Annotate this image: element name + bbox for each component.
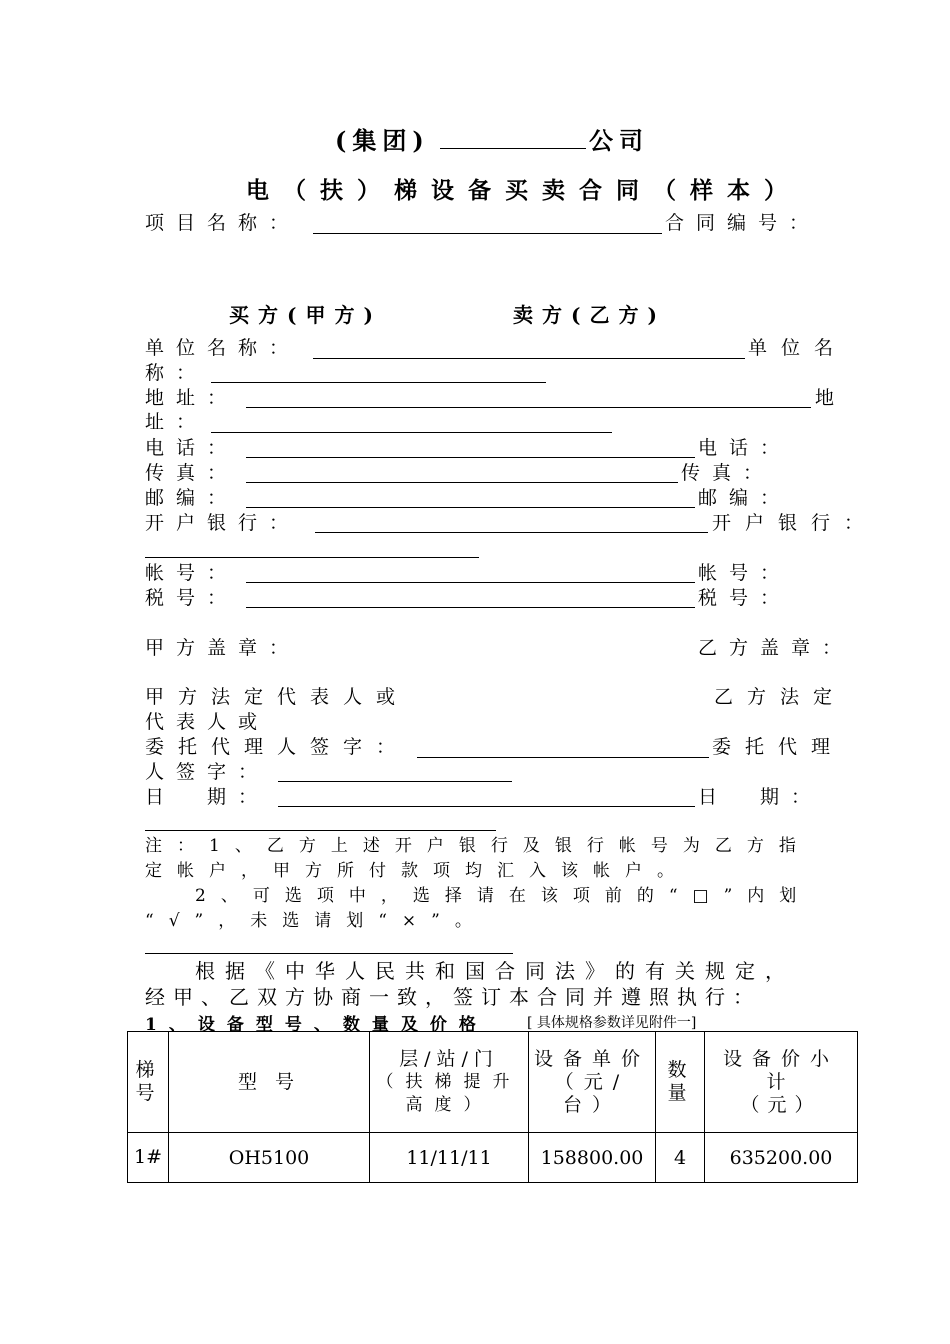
seller-rep-label: 乙方法定	[714, 686, 847, 708]
note2-line2: “√”，未选请划“×”。	[145, 911, 487, 931]
buyer-unit-name-label: 单位名称：	[145, 337, 301, 359]
header-qty: 数量	[656, 1032, 705, 1133]
seller-address-blank	[211, 432, 612, 433]
buyer-seal-label: 甲方盖章：	[145, 637, 301, 659]
buyer-heading: 买方(甲方)	[229, 303, 382, 327]
buyer-fax-label: 传真：	[145, 462, 239, 484]
cell-floors: 11/11/11	[370, 1133, 529, 1183]
buyer-account-label: 帐号：	[145, 562, 239, 584]
buyer-date-label: 日 期：	[145, 786, 270, 808]
preamble-line2: 经甲、乙双方协商一致，签订本合同并遵照执行：	[145, 985, 761, 1009]
header-floors-sub: （扶梯提升高度）	[376, 1071, 522, 1115]
company-prefix: (集团)	[335, 126, 430, 155]
buyer-postcode-blank	[246, 507, 695, 508]
seller-agent-sign-label: 委托代理	[712, 736, 845, 758]
seller-unit-name-label: 单位名	[748, 337, 848, 359]
divider	[145, 830, 496, 831]
header-floors-label: 层/站/门	[399, 1047, 499, 1070]
divider	[145, 953, 513, 954]
buyer-fax-blank	[246, 482, 678, 483]
header-model: 型 号	[169, 1032, 370, 1133]
contract-no-label: 合同编号：	[665, 212, 821, 234]
cell-unit-price: 158800.00	[529, 1133, 656, 1183]
buyer-date-blank	[278, 806, 695, 807]
equipment-table	[127, 1031, 858, 1183]
seller-agent-sign-blank	[278, 781, 512, 782]
header-lift-no: 梯号	[128, 1032, 169, 1133]
company-suffix: 公司	[589, 126, 649, 155]
project-name-label: 项目名称：	[145, 212, 301, 234]
header-unit-price: 设备单价（元/台）	[529, 1032, 656, 1133]
seller-unit-name-blank	[211, 382, 546, 383]
seller-tax-label: 税号：	[698, 587, 792, 609]
header-subtotal-unit: （元）	[740, 1093, 822, 1116]
section1-note: [ 具体规格参数详见附件一]	[527, 1015, 697, 1031]
cell-subtotal: 635200.00	[705, 1133, 858, 1183]
buyer-agent-sign-blank	[417, 757, 709, 758]
preamble-line1: 根据《中华人民共和国合同法》的有关规定，	[195, 959, 795, 983]
header-floors	[370, 1032, 529, 1133]
seller-bank-blank	[145, 557, 479, 558]
buyer-unit-name-blank	[313, 358, 745, 359]
buyer-tax-blank	[246, 607, 695, 608]
buyer-address-label: 地址：	[145, 387, 239, 409]
note1-line1: 注：1、乙方上述开户银行及银行帐号为乙方指	[145, 836, 811, 856]
table-row	[128, 1133, 858, 1183]
section1-title: 1、设备型号、数量及价格	[145, 1015, 488, 1035]
buyer-agent-sign-label: 委托代理人签字：	[145, 736, 410, 758]
seller-rep-label-cont: 代表人或	[145, 711, 270, 733]
seller-postcode-label: 邮编：	[698, 487, 792, 509]
seller-unit-name-label-cont: 称：	[145, 362, 208, 384]
buyer-bank-blank	[315, 532, 708, 533]
header-subtotal	[705, 1032, 858, 1133]
header-subtotal-label: 设备价小计	[722, 1047, 839, 1093]
seller-date-label: 日 期：	[698, 786, 823, 808]
project-name-blank	[313, 233, 662, 234]
buyer-account-blank	[246, 582, 695, 583]
buyer-phone-blank	[246, 457, 695, 458]
buyer-phone-label: 电话：	[145, 437, 239, 459]
company-name-blank	[440, 148, 586, 149]
seller-heading: 卖方(乙方)	[513, 303, 666, 327]
note1-line2: 定帐户，甲方所付款项均汇入该帐户。	[145, 861, 689, 881]
seller-fax-label: 传真：	[681, 462, 775, 484]
cell-lift-no: 1#	[128, 1133, 169, 1183]
seller-address-label: 地	[815, 387, 847, 409]
seller-bank-label: 开户银行：	[712, 512, 878, 534]
buyer-tax-label: 税号：	[145, 587, 239, 609]
buyer-postcode-label: 邮编：	[145, 487, 239, 509]
buyer-address-blank	[246, 407, 811, 408]
seller-account-label: 帐号：	[698, 562, 792, 584]
cell-model: OH5100	[169, 1133, 370, 1183]
buyer-rep-label: 甲方法定代表人或	[145, 686, 410, 708]
seller-phone-label: 电话：	[698, 437, 792, 459]
buyer-bank-label: 开户银行：	[145, 512, 301, 534]
note2-line1: 2、可选项中，选择请在该项前的“□”内划	[195, 886, 812, 906]
seller-address-label-cont: 址：	[145, 411, 208, 433]
seller-seal-label: 乙方盖章：	[698, 637, 854, 659]
seller-agent-sign-label-cont: 人签字：	[145, 761, 270, 783]
cell-qty: 4	[656, 1133, 705, 1183]
contract-title: 电（扶）梯设备买卖合同（样本）	[246, 177, 801, 204]
